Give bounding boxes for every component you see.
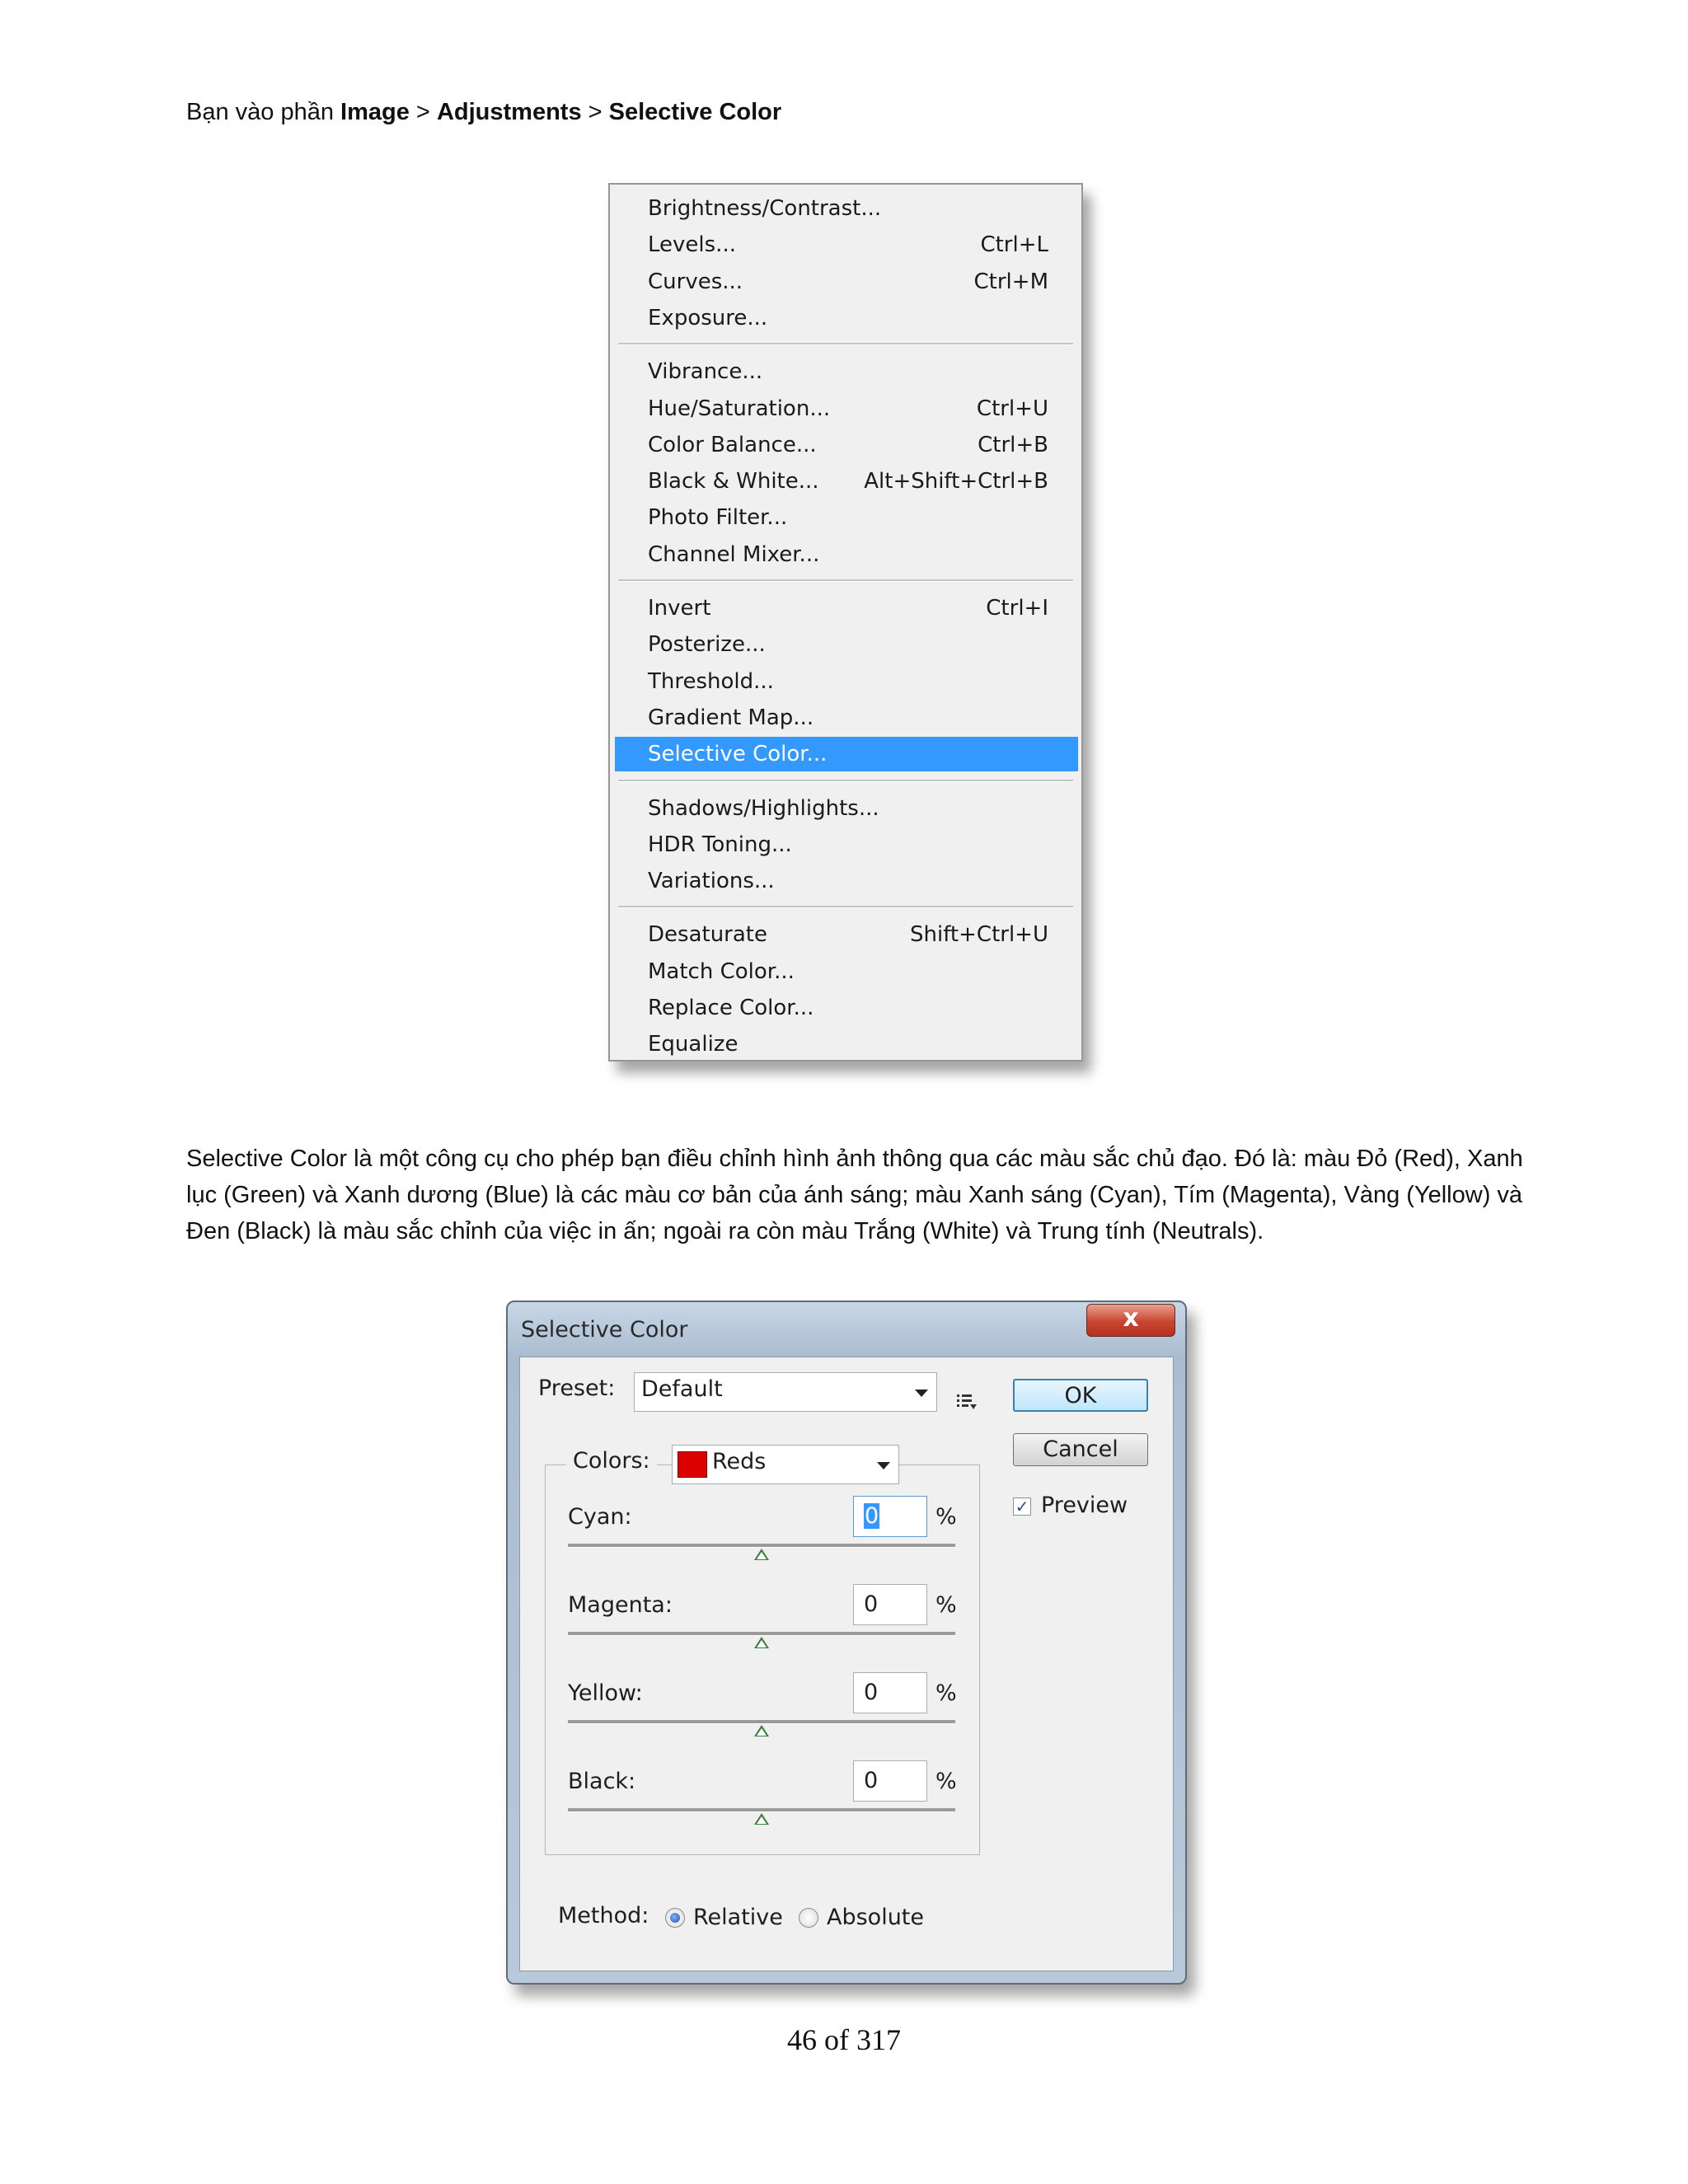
slider-track[interactable] — [568, 1808, 955, 1812]
menu-item-shortcut: Ctrl+M — [973, 269, 1048, 294]
menu-item[interactable] — [615, 500, 1078, 535]
menu-separator — [618, 579, 1073, 582]
slider-value: 0 — [865, 1503, 879, 1529]
menu-item[interactable] — [615, 391, 1078, 426]
menu-item-shortcut: Alt+Shift+Ctrl+B — [864, 469, 1048, 494]
path-separator: > — [409, 99, 437, 125]
path-image: Image — [340, 99, 410, 125]
menu-item-label: Invert — [648, 596, 711, 621]
chevron-down-icon — [915, 1390, 928, 1397]
menu-item[interactable] — [615, 191, 1078, 226]
chevron-down-icon — [877, 1462, 890, 1469]
slider-label: Black: — [568, 1769, 636, 1794]
adjustments-menu — [608, 183, 1083, 1062]
menu-item[interactable] — [615, 227, 1078, 262]
cancel-button[interactable]: Cancel — [1013, 1433, 1148, 1466]
menu-item-label: Channel Mixer... — [648, 541, 820, 567]
menu-item[interactable] — [615, 301, 1078, 335]
menu-item[interactable] — [615, 537, 1078, 572]
slider-value-input[interactable] — [853, 1760, 927, 1802]
slider-value: 0 — [864, 1591, 879, 1617]
menu-item[interactable] — [615, 827, 1078, 862]
menu-item-label: Posterize... — [648, 632, 766, 658]
preset-options-icon[interactable] — [955, 1392, 978, 1412]
menu-item[interactable] — [615, 265, 1078, 299]
menu-item[interactable] — [615, 737, 1078, 771]
relative-label: Relative — [693, 1905, 783, 1930]
colors-label: Colors: — [566, 1448, 657, 1474]
menu-item-shortcut: Shift+Ctrl+U — [910, 922, 1048, 948]
slider-track[interactable] — [568, 1544, 955, 1548]
method-label: Method: — [558, 1903, 649, 1929]
menu-item-label: Levels... — [648, 232, 736, 258]
colors-value: Reds — [712, 1449, 767, 1474]
menu-item-label: Threshold... — [648, 668, 774, 694]
slider-value-input[interactable] — [853, 1672, 927, 1713]
path-selective-color: Selective Color — [608, 99, 782, 125]
menu-item[interactable] — [615, 354, 1078, 389]
path-adjustments: Adjustments — [436, 99, 582, 125]
slider-thumb[interactable] — [754, 1637, 769, 1648]
menu-item-label: Gradient Map... — [648, 705, 814, 730]
percent-unit: % — [935, 1769, 957, 1794]
slider-track[interactable] — [568, 1720, 955, 1724]
menu-item-shortcut: Ctrl+U — [976, 396, 1048, 421]
dialog-title: Selective Color — [521, 1317, 688, 1343]
percent-unit: % — [935, 1504, 957, 1530]
slider-thumb[interactable] — [754, 1813, 769, 1825]
menu-item-label: Color Balance... — [648, 432, 817, 457]
path-separator: > — [581, 99, 609, 125]
percent-unit: % — [935, 1680, 957, 1706]
slider-value-input[interactable] — [853, 1496, 927, 1537]
menu-item-shortcut: Ctrl+B — [978, 432, 1048, 457]
slider-label: Yellow: — [568, 1680, 643, 1706]
close-button[interactable]: x — [1086, 1304, 1175, 1337]
menu-separator — [618, 906, 1073, 908]
relative-radio[interactable] — [665, 1908, 685, 1928]
menu-item-label: Shadows/Highlights... — [648, 795, 879, 821]
menu-item-label: Hue/Saturation... — [648, 396, 831, 421]
menu-item-shortcut: Ctrl+L — [980, 232, 1048, 258]
preset-select[interactable] — [634, 1372, 937, 1412]
dialog-body — [519, 1357, 1174, 1971]
menu-item-label: Curves... — [648, 269, 743, 294]
absolute-label: Absolute — [827, 1905, 925, 1930]
slider-thumb[interactable] — [754, 1725, 769, 1736]
menu-separator — [618, 343, 1073, 345]
menu-separator — [618, 780, 1073, 782]
menu-item[interactable] — [615, 664, 1078, 699]
menu-item[interactable] — [615, 627, 1078, 662]
menu-item-label: Black & White... — [648, 469, 819, 494]
selective-color-dialog — [506, 1301, 1187, 1985]
colors-select[interactable] — [672, 1445, 899, 1484]
menu-item[interactable] — [615, 428, 1078, 462]
percent-unit: % — [935, 1592, 957, 1618]
page-number: 46 of 317 — [787, 2023, 901, 2056]
menu-item[interactable] — [615, 464, 1078, 499]
menu-item-label: Vibrance... — [648, 359, 763, 385]
menu-item[interactable] — [615, 591, 1078, 626]
preview-label: Preview — [1041, 1493, 1128, 1518]
description-paragraph: Selective Color là một công cụ cho phép bạn điều chỉnh hình ảnh thông qua các màu sắc chủ đạo. Đó là: màu Đỏ (Red), Xanh lục (Green) và Xanh dương (Blue) là các màu cơ bản của ánh sáng; màu Xanh sáng (Cyan), Tím (Magenta), Vàng (Yellow) và Đen (Black) là màu sắc chỉnh của việc in ấn; ngoài ra còn màu Trắng (White) và Trung tính (Neutrals). — [186, 1146, 1523, 1244]
menu-item-label: Desaturate — [648, 922, 767, 948]
slider-value-input[interactable] — [853, 1584, 927, 1625]
slider-value: 0 — [864, 1768, 879, 1793]
ok-button[interactable]: OK — [1013, 1379, 1148, 1412]
menu-item-label: Photo Filter... — [648, 505, 788, 531]
menu-item-label: Brightness/Contrast... — [648, 196, 882, 221]
menu-item-label: Variations... — [648, 869, 775, 894]
preset-value: Default — [641, 1376, 723, 1402]
preset-label: Preset: — [538, 1376, 616, 1401]
menu-item[interactable] — [615, 991, 1078, 1025]
menu-item[interactable] — [615, 864, 1078, 898]
absolute-radio[interactable] — [799, 1908, 818, 1928]
menu-item-label: Match Color... — [648, 958, 795, 984]
color-swatch — [678, 1451, 707, 1478]
menu-item[interactable] — [615, 1027, 1078, 1062]
menu-item[interactable] — [615, 701, 1078, 735]
menu-item-label: HDR Toning... — [648, 832, 792, 857]
menu-item[interactable] — [615, 791, 1078, 826]
menu-item-label: Selective Color... — [648, 742, 828, 767]
menu-item[interactable] — [615, 954, 1078, 989]
intro-line — [186, 99, 781, 126]
slider-value: 0 — [864, 1680, 879, 1705]
menu-item-label: Replace Color... — [648, 996, 814, 1020]
preview-checkbox[interactable]: ✓ — [1013, 1497, 1031, 1516]
menu-item-label: Equalize — [648, 1032, 738, 1057]
slider-track[interactable] — [568, 1632, 955, 1636]
menu-item-label: Exposure... — [648, 305, 768, 330]
slider-label: Cyan: — [568, 1504, 632, 1530]
slider-label: Magenta: — [568, 1592, 673, 1618]
slider-thumb[interactable] — [754, 1549, 769, 1560]
menu-item[interactable] — [615, 917, 1078, 952]
menu-item-shortcut: Ctrl+I — [986, 596, 1048, 621]
intro-prefix: Bạn vào phần — [186, 99, 341, 125]
